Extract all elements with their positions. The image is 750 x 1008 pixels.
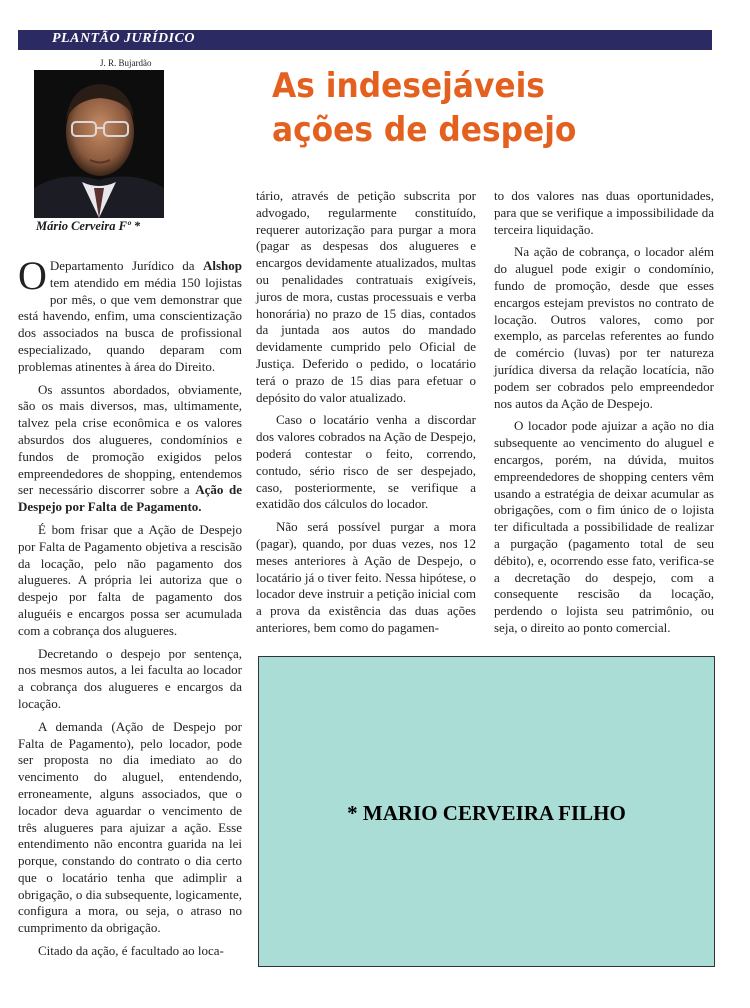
paragraph: O locador pode ajuizar a ação no dia subsequente ao vencimento do aluguel e encargos, porém, na dúvida, muitos empreendedores de shopping centers vêm usando a estratégia de deixar acumular as obrigações, com o fim único de o lojista ter dificultada a possibilidade de realizar a purgação (pagamento total de seu débito), e, ocorrendo esse fato, verifica-se a decretação do despejo, com a consequente rescisão da locação, perdendo o lojista seu patrimônio, ou seja, o direito ao ponto comercial. — [494, 418, 714, 635]
photo-credit: J. R. Bujardão — [100, 58, 152, 68]
author-photo — [34, 70, 164, 218]
brand-name: Alshop — [202, 258, 242, 273]
paragraph: Caso o locatário venha a discordar dos valores cobrados na Ação de Despejo, poderá contestar o feito, correndo, contudo, sério risco de ser despejado, caso, posteriormente, se verifique a exatidão dos cálculos do locador. — [256, 412, 476, 512]
article-headline — [272, 64, 677, 152]
drop-cap: O — [18, 253, 47, 298]
paragraph: Citado da ação, é facultado ao loca- — [38, 943, 224, 959]
headline-line-2: ações de despejo — [272, 110, 577, 150]
section-header-bar — [18, 30, 712, 50]
text-column-3 — [494, 188, 714, 643]
photo-caption: Mário Cerveira Fº * — [36, 219, 141, 233]
text-column-2 — [256, 188, 476, 643]
text-column-1 — [18, 253, 242, 966]
section-label: PLANTÃO JURÍDICO — [52, 31, 195, 46]
paragraph: A demanda (Ação de Despejo por Falta de Pagamento), pelo locador, pode ser proposta no dia imediato ao do vencimento do aluguel, entendendo, erroneamente, alguns associados, que o locador deva aguardar o vencimento de três alugueres para ajuizar a ação. Esse entendimento não encontra guarida na lei porque, constando do contrato o dia certo que o locatário tenha que adimplir a obrigação, o dia subsequente, logicamente, configura a mora, ou seja, o atraso no cumprimento da obrigação. — [18, 718, 242, 936]
author-note: * MARIO CERVEIRA FILHO — [347, 801, 626, 825]
paragraph: Os assuntos abordados, obviamente, são os mais diversos, mas, ultimamente, talvez pela crise econômica e os valores absurdos dos alugueres, condomínios e fundos de promoção exigidos pelos empreendedores de shopping, entendemos ser necessário discorrer sobre a Ação de Despejo por Falta de Pagamento. — [18, 381, 242, 515]
emphasis: Ação de Despejo por Falta de Pagamento. — [18, 482, 242, 515]
paragraph: Na ação de cobrança, o locador além do aluguel pode exigir o condomínio, fundo de promoção, desde que esses encargos estejam previstos no contrato de locação. Outros valores, como por exemplo, as parcelas referentes ao fundo de comércio (luvas) por ter natureza jurídica diversa da relação locatícia, não podem ser cobrados pelo empreendedor nos autos da Ação de Despejo. — [494, 244, 714, 411]
paragraph: Decretando o despejo por sentença, nos mesmos autos, a lei faculta ao locador a cobrança dos alugueres e encargos da locação. — [18, 645, 242, 711]
paragraph: tário, através de petição subscrita por advogado, regularmente constituído, requerer autorização para purgar a mora (pagar as despesas dos alugueres e encargos devidamente atualizados, multas ou penalidades contratuais exigíveis, juros de mora, custas processuais e verba honorária) no prazo de 15 dias, contados da juntada aos autos do mandado devidamente cumprido pelo Oficial de Justiça. Deferido o pedido, o locatário terá o prazo de 15 dias para efetuar o depósito do valor atualizado. — [256, 188, 476, 405]
paragraph: to dos valores nas duas oportunidades, para que se verifique a impossibilidade da terceira liquidação. — [494, 188, 714, 237]
paragraph: É bom frisar que a Ação de Despejo por Falta de Pagamento objetiva a rescisão da locação, pelo não pagamento dos alugueres. A própria lei autoriza que o despejo por falta de pagamento dos aluguéis e encargos possa ser acumulada com a cobrança dos alugueres. — [18, 521, 242, 638]
paragraph: Não será possível purgar a mora (pagar), quando, por duas vezes, nos 12 meses anteriores à Ação de Despejo, o locatário já o tiver feito. Nessa hipótese, o locador deve instruir a petição inicial com a prova da existência das duas ações anteriores, bem como do pagamen- — [256, 519, 476, 635]
headline-line-1: As indesejáveis — [272, 66, 545, 106]
author-note-box — [258, 656, 715, 967]
paragraph: O Departamento Jurídico da Alshop tem atendido em média 150 lojistas por mês, o que vem demonstrar que está havendo, enfim, uma conscientização dos associados na busca de profissional especializado, quando deparam com problemas atinentes à área do Direito. — [18, 253, 242, 374]
